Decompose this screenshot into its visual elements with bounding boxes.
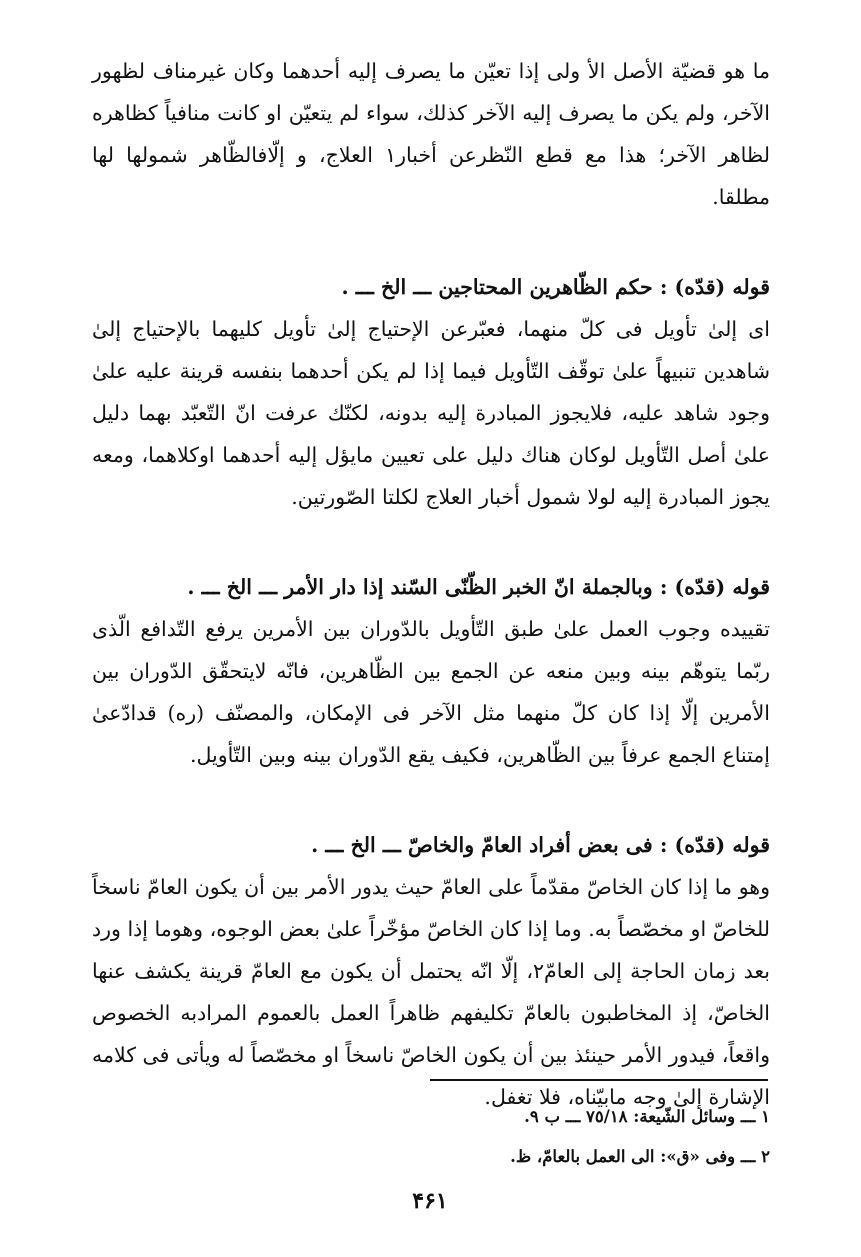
- footnote-divider: [430, 1079, 768, 1081]
- section-heading-2: قوله (قدّه) : وبالجملة انّ الخبر الظّنّى السّند إذا دار الأمر ـــ الخ ـــ .: [187, 575, 770, 599]
- section-heading-1: قوله (قدّه) : حكم الظّاهرين المحتاجين ـــ الخ ـــ .: [341, 275, 770, 299]
- paragraph-2: اى إلىٰ تأويل فى كلّ منهما، فعبّرعن الإحتياج إلىٰ تأويل كليهما بالإحتياج إلىٰ شاهدين تنبيهاً علىٰ توقّف التّأويل فيما إذا لم يكن أحدهما بنفسه قرينة عليه علىٰ وجود شاهد عليه، فلايجوز المبادرة إليه بدونه، لكنّك عرفت انّ التّعبّد بهما دليل علىٰ أصل التّأويل لوكان هناك دليل على تعيين مايؤل إليه أحدهما اوكلاهما، ومعه يجوز المبادرة إليه لولا شمول أخبار العلاج لكلتا الصّورتين.: [92, 317, 770, 509]
- paragraph-1: ما هو قضيّة الأصل الأ ولى إذا تعيّن ما يصرف إليه أحدهما وكان غيرمناف لظهور الآخر، ولم يكن ما يصرف إليه الآخر كذلك، سواء لم يتعيّن او كانت منافياً كظاهره لظاهر الآخر؛ هذا مع قطع النّظرعن أخبار١ العلاج، و إلّافالظّاهر شمولها لها مطلقا.: [92, 59, 770, 209]
- section-heading-3: قوله (قدّه) : فى بعض أفراد العامّ والخاصّ ـــ الخ ـــ .: [311, 833, 770, 857]
- footnotes: [92, 1097, 770, 1177]
- footnote-2: ٢ ـــ وفى «ق»: الى العمل بالعامّ، ظ.: [510, 1147, 770, 1166]
- page-number: ۴۶۱: [412, 1188, 448, 1214]
- page-body: [92, 50, 770, 1118]
- footnote-1: ١ ـــ وسائل الشّيعة: ٧٥/١٨ ـــ ب ٩.: [524, 1107, 770, 1126]
- paragraph-4: وهو ما إذا كان الخاصّ مقدّماً على العامّ حيث يدور الأمر بين أن يكون العامّ ناسخاً للخاصّ او مخصّصاً به. وما إذا كان الخاصّ مؤخّراً علىٰ بعض الوجوه، وهوما إذا ورد بعد زمان الحاجة إلى العامّ٢، إلّا انّه يحتمل أن يكون مع العامّ قرينة يكشف عنها الخاصّ، إذ المخاطبون بالعامّ تكليفهم ظاهراً العمل بالعموم المرادبه الخصوص واقعاً، فيدور الأمر حينئذ بين أن يكون الخاصّ ناسخاً او مخصّصاً له ويأتى فى كلامه الإشارة إلىٰ وجه مابيّناه، فلا تغفل.: [92, 875, 771, 1109]
- paragraph-3: تقييده وجوب العمل علىٰ طبق التّأويل بالدّوران بين الأمرين يرفع التّدافع الّذى ربّما يتوهّم بينه وبين منعه عن الجمع بين الظّاهرين، فانّه لايتحقّق الدّوران بين الأمرين إلّا إذا كان كلّ منهما مثل الآخر فى الإمكان، والمصنّف (ره) قدادّعىٰ إمتناع الجمع عرفاً بين الظّاهرين، فكيف يقع الدّوران بينه وبين التّأويل.: [92, 617, 770, 767]
